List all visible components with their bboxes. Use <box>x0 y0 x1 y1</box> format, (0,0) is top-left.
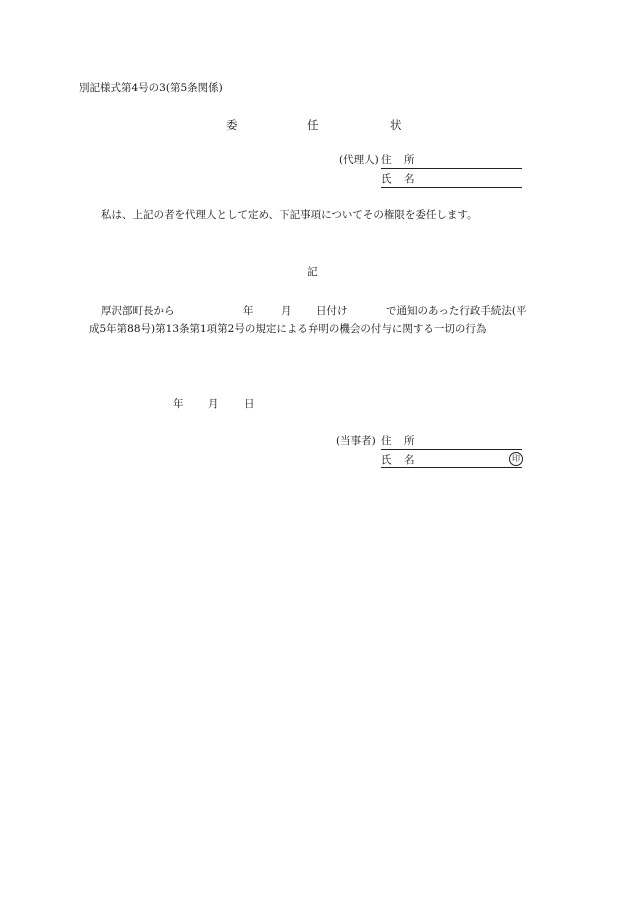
date-year: 年 <box>173 398 184 410</box>
matter-year: 年 <box>243 305 254 317</box>
party-address-label-1: 住 <box>381 435 392 447</box>
matter-part-2: で通知のあった行政手続法(平 <box>386 305 527 317</box>
title-char-3: 状 <box>390 118 402 132</box>
agent-address-label-2: 所 <box>404 154 415 166</box>
agent-address-label-1: 住 <box>381 154 392 166</box>
agent-address-line[interactable] <box>381 168 522 169</box>
delegation-statement: 私は、上記の者を代理人として定め、下記事項についてその権限を委任します。 <box>101 209 478 221</box>
date-month: 月 <box>208 398 219 410</box>
agent-name-line[interactable] <box>381 187 522 188</box>
party-name-line[interactable] <box>381 467 522 468</box>
title-char-2: 任 <box>307 118 319 132</box>
party-address-label-2: 所 <box>404 435 415 447</box>
party-name-label-1: 氏 <box>381 454 392 466</box>
matter-part-1: 厚沢部町長から <box>101 305 175 317</box>
matter-month: 月 <box>281 305 292 317</box>
date-day: 日 <box>244 398 255 410</box>
form-id: 別記様式第4号の3(第5条関係) <box>79 82 223 94</box>
party-name-label-2: 名 <box>404 454 415 466</box>
matter-day: 日付け <box>316 305 348 317</box>
seal-mark-icon: 印 <box>509 452 523 466</box>
agent-name-label-2: 名 <box>404 173 415 185</box>
matter-line-2: 成5年第88号)第13条第1項第2号の規定による弁明の機会の付与に関する一切の行為 <box>89 323 487 335</box>
agent-role-label: (代理人) <box>339 154 379 166</box>
party-role-label: (当事者) <box>336 435 376 447</box>
ki-heading: 記 <box>307 266 318 278</box>
agent-name-label-1: 氏 <box>381 173 392 185</box>
title-char-1: 委 <box>226 118 238 132</box>
party-address-line[interactable] <box>381 449 522 450</box>
